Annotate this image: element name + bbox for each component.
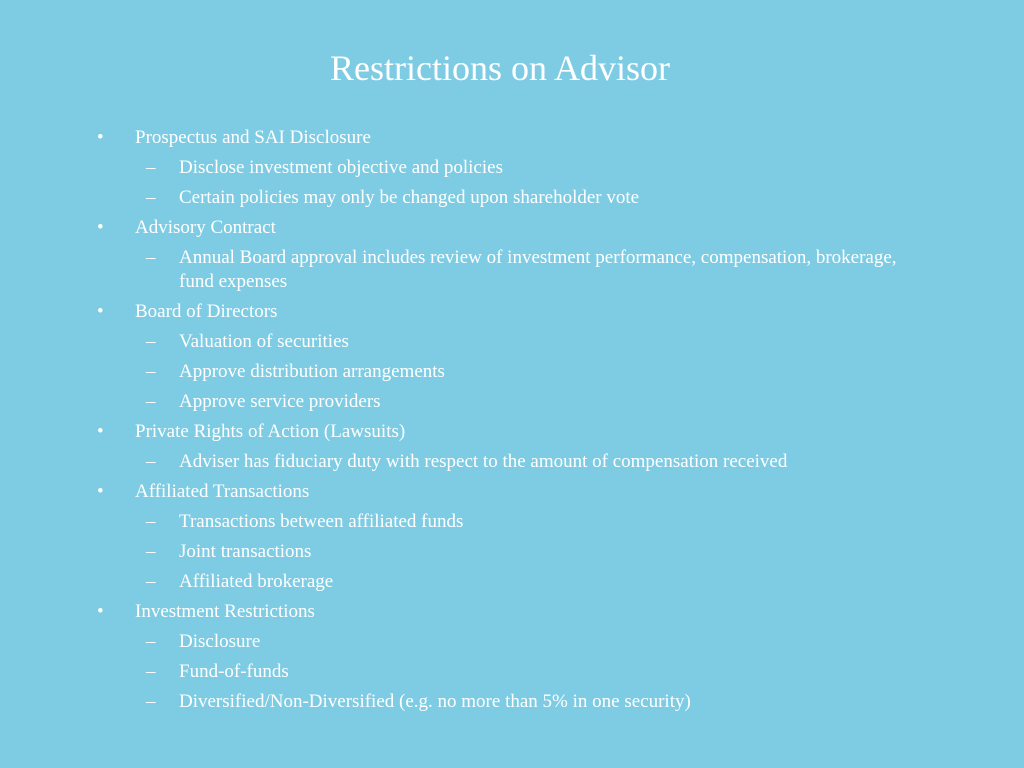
bullet-text: Advisory Contract — [135, 217, 276, 238]
bullet-text: Investment Restrictions — [135, 601, 315, 622]
sub-bullet-item — [95, 627, 935, 657]
bullet-item — [95, 123, 935, 153]
slide-title: Restrictions on Advisor — [330, 48, 670, 88]
bullet-text: Affiliated Transactions — [135, 481, 310, 502]
bullet-text: Prospectus and SAI Disclosure — [135, 127, 371, 148]
sub-bullet-text: Disclosure — [179, 631, 261, 652]
sub-bullet-text: Adviser has fiduciary duty with respect to the amount of compensation received — [179, 451, 788, 472]
sub-bullet-item — [95, 657, 935, 687]
sub-bullet-text: Affiliated brokerage — [179, 571, 334, 592]
sub-bullet-marker: – — [146, 331, 156, 352]
sub-bullet-item — [95, 327, 935, 357]
sub-bullet-item — [95, 567, 935, 597]
sub-bullet-text: Approve service providers — [179, 391, 381, 412]
sub-bullet-text: Disclose investment objective and policies — [179, 157, 503, 178]
bullet-marker: • — [97, 217, 104, 238]
bullet-item — [95, 297, 935, 327]
bullet-marker: • — [97, 601, 104, 622]
sub-bullet-text: Valuation of securities — [179, 331, 349, 352]
bullet-item — [95, 213, 935, 243]
sub-bullet-text: Approve distribution arrangements — [179, 361, 445, 382]
sub-bullet-item — [95, 387, 935, 417]
sub-bullet-item — [95, 153, 935, 183]
sub-bullet-marker: – — [146, 391, 156, 412]
sub-bullet-item — [95, 537, 935, 567]
sub-bullet-marker: – — [146, 157, 156, 178]
sub-bullet-item — [95, 687, 935, 717]
sub-bullet-marker: – — [146, 571, 156, 592]
bullet-text: Board of Directors — [135, 301, 278, 322]
sub-bullet-marker: – — [146, 631, 156, 652]
sub-bullet-text: Transactions between affiliated funds — [179, 511, 464, 532]
bullet-marker: • — [97, 301, 104, 322]
bullet-list — [95, 123, 935, 717]
sub-bullet-marker: – — [146, 361, 156, 382]
sub-bullet-text: Certain policies may only be changed upon shareholder vote — [179, 187, 640, 208]
bullet-item — [95, 417, 935, 447]
sub-bullet-marker: – — [146, 541, 156, 562]
sub-bullet-text: Diversified/Non-Diversified (e.g. no more than 5% in one security) — [179, 691, 691, 712]
bullet-text: Private Rights of Action (Lawsuits) — [135, 421, 406, 442]
bullet-marker: • — [97, 481, 104, 502]
sub-bullet-text: Annual Board approval includes review of investment performance, compensation, brokerage, fund expenses — [179, 247, 897, 292]
sub-bullet-item — [95, 447, 935, 477]
bullet-marker: • — [97, 421, 104, 442]
bullet-marker: • — [97, 127, 104, 148]
bullet-item — [95, 597, 935, 627]
sub-bullet-marker: – — [146, 661, 156, 682]
sub-bullet-item — [95, 183, 935, 213]
sub-bullet-marker: – — [146, 511, 156, 532]
sub-bullet-item — [95, 243, 935, 297]
sub-bullet-marker: – — [146, 247, 156, 268]
sub-bullet-marker: – — [146, 187, 156, 208]
sub-bullet-text: Fund-of-funds — [179, 661, 289, 682]
sub-bullet-marker: – — [146, 451, 156, 472]
sub-bullet-marker: – — [146, 691, 156, 712]
sub-bullet-item — [95, 357, 935, 387]
sub-bullet-text: Joint transactions — [179, 541, 312, 562]
bullet-item — [95, 477, 935, 507]
sub-bullet-item — [95, 507, 935, 537]
